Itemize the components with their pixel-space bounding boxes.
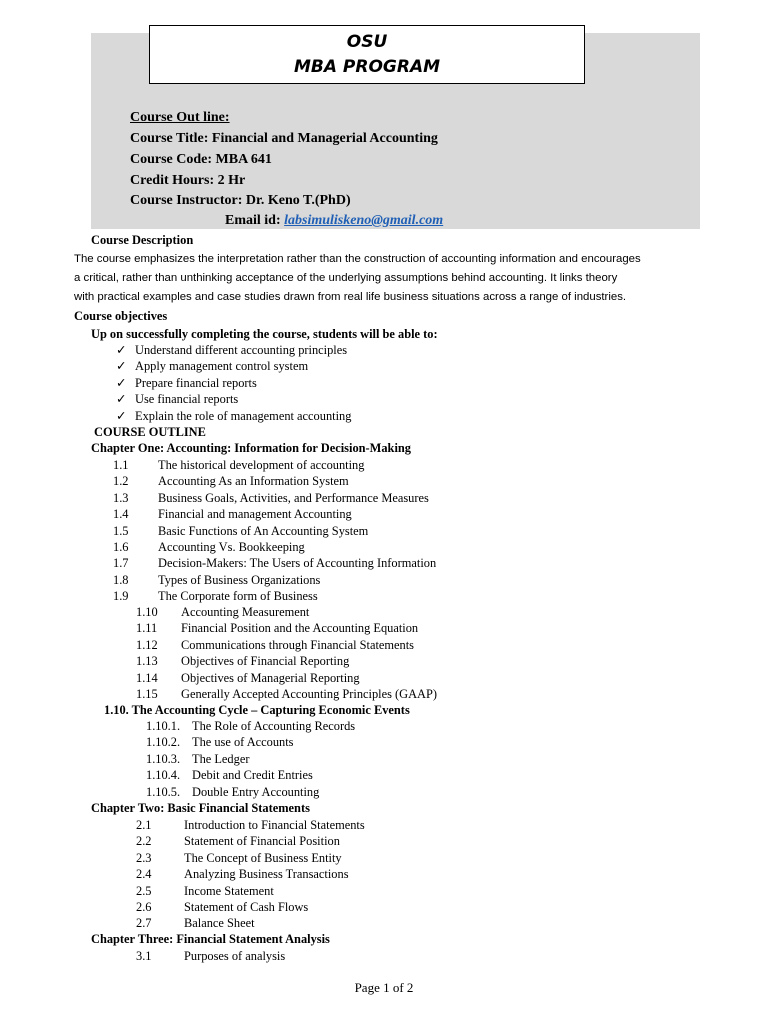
outline-item <box>136 949 285 964</box>
outline-item <box>146 719 355 734</box>
outline-item <box>113 507 352 522</box>
page-number: Page 1 of 2 <box>354 980 414 995</box>
outline-item <box>146 785 319 800</box>
checkmark-icon: ✓ <box>116 359 127 373</box>
accounting-cycle-heading: 1.10. The Accounting Cycle – Capturing Economic Events <box>104 703 410 717</box>
outline-label: Course Out line: <box>130 110 230 125</box>
outline-item <box>113 540 305 555</box>
outline-item <box>146 752 249 767</box>
outline-item-text: Decision-Makers: The Users of Accounting Information <box>158 556 437 571</box>
outline-item-number: 1.10 <box>136 605 158 619</box>
outline-item-number: 1.2 <box>113 474 129 489</box>
outline-item-text: Double Entry Accounting <box>192 784 320 799</box>
objective-item <box>116 376 257 391</box>
outline-item-text: Business Goals, Activities, and Performance Measures <box>158 490 429 505</box>
credit-hours: Credit Hours: 2 Hr <box>130 173 246 188</box>
checkmark-icon: ✓ <box>116 409 127 423</box>
outline-item-text: The Role of Accounting Records <box>192 719 356 733</box>
checkmark-icon: ✓ <box>116 392 127 406</box>
checkmark-icon: ✓ <box>116 343 127 357</box>
outline-item-text: Objectives of Managerial Reporting <box>181 670 360 685</box>
outline-item <box>113 556 436 571</box>
outline-item <box>113 573 320 588</box>
outline-item-number: 1.3 <box>113 490 129 505</box>
outline-item <box>136 621 418 636</box>
outline-item-number: 1.10.4. <box>146 768 181 783</box>
outline-item <box>136 916 255 931</box>
objectives-intro: Up on successfully completing the course, students will be able to: <box>91 327 438 341</box>
objective-item <box>116 359 308 374</box>
outline-item-number: 2.4 <box>136 867 152 882</box>
outline-item-number: 1.12 <box>136 637 158 652</box>
checkmark-icon: ✓ <box>116 376 127 390</box>
outline-item-number: 1.10.3. <box>146 751 181 766</box>
outline-heading: COURSE OUTLINE <box>94 425 206 439</box>
course-code: Course Code: MBA 641 <box>130 152 272 167</box>
outline-item <box>113 474 349 489</box>
outline-item-number: 1.8 <box>113 572 129 587</box>
outline-item-number: 1.10.2. <box>146 735 181 750</box>
outline-item-number: 1.15 <box>136 687 158 701</box>
outline-item <box>136 834 340 849</box>
outline-item-number: 2.6 <box>136 900 152 914</box>
objective-item <box>116 343 347 358</box>
outline-item <box>136 884 274 899</box>
outline-item-text: Accounting Vs. Bookkeeping <box>158 540 305 554</box>
email-label: Email id: <box>225 213 285 228</box>
outline-item-number: 1.6 <box>113 540 129 554</box>
outline-item-number: 2.1 <box>136 818 152 832</box>
outline-item <box>136 687 437 702</box>
outline-item-text: Financial Position and the Accounting Equation <box>181 621 419 636</box>
outline-item-text: Communications through Financial Statements <box>181 637 414 652</box>
outline-item-number: 1.10.5. <box>146 784 181 799</box>
outline-item-text: Debit and Credit Entries <box>192 768 313 783</box>
outline-item-text: Types of Business Organizations <box>158 572 321 587</box>
outline-item <box>113 491 429 506</box>
course-title: Course Title: Financial and Managerial Accounting <box>130 131 438 146</box>
outline-item-text: The Corporate form of Business <box>158 589 318 604</box>
chapter-three-title: Chapter Three: Financial Statement Analysis <box>91 932 330 946</box>
chapter-two-title: Chapter Two: Basic Financial Statements <box>91 801 310 815</box>
outline-item-text: Financial and management Accounting <box>158 507 352 522</box>
objectives-heading: Course objectives <box>74 309 168 323</box>
objective-text: Explain the role of management accounting <box>135 409 352 423</box>
outline-item <box>136 671 360 686</box>
program-name: MBA PROGRAM <box>293 57 441 77</box>
outline-item <box>136 605 309 620</box>
outline-item-text: Statement of Financial Position <box>184 834 340 849</box>
outline-item <box>113 458 364 473</box>
outline-item <box>113 589 318 604</box>
email-line <box>225 213 443 229</box>
outline-item-number: 1.7 <box>113 556 129 571</box>
outline-item-text: The Ledger <box>192 751 250 766</box>
outline-item-text: The use of Accounts <box>192 735 294 750</box>
outline-item-text: Basic Functions of An Accounting System <box>158 523 369 538</box>
description-line: with practical examples and case studies drawn from real life business situations across a range of industries. <box>74 291 627 303</box>
outline-item-number: 2.2 <box>136 834 152 849</box>
outline-item-number: 3.1 <box>136 949 152 963</box>
outline-item-text: Income Statement <box>184 883 274 898</box>
outline-item-number: 1.9 <box>113 589 129 604</box>
outline-item-text: Purposes of analysis <box>184 949 286 963</box>
outline-item-text: The historical development of accounting <box>158 458 365 472</box>
outline-item-number: 2.5 <box>136 883 152 898</box>
outline-item-number: 1.11 <box>136 621 158 636</box>
outline-item-number: 1.14 <box>136 670 158 685</box>
outline-item-text: Objectives of Financial Reporting <box>181 654 350 669</box>
outline-item-text: Accounting Measurement <box>181 605 310 619</box>
outline-item-text: Generally Accepted Accounting Principles (GAAP) <box>181 687 438 701</box>
objective-text: Understand different accounting principles <box>135 343 348 357</box>
outline-item <box>113 524 368 539</box>
email-link[interactable]: labsimuliskeno@gmail.com <box>284 213 444 228</box>
outline-item <box>136 818 365 833</box>
outline-item <box>146 768 313 783</box>
outline-item-text: Analyzing Business Transactions <box>184 867 349 882</box>
objective-text: Apply management control system <box>135 359 309 373</box>
outline-item <box>136 900 308 915</box>
outline-item-text: Balance Sheet <box>184 916 255 931</box>
outline-item-number: 2.3 <box>136 850 152 865</box>
outline-item <box>136 867 349 882</box>
outline-item <box>136 654 349 669</box>
outline-item <box>136 638 414 653</box>
description-line: The course emphasizes the interpretation rather than the construction of accounting information and encourages <box>74 253 641 265</box>
description-heading: Course Description <box>91 233 194 247</box>
outline-item <box>146 735 294 750</box>
objective-text: Use financial reports <box>135 392 239 406</box>
institution-name: OSU <box>346 32 388 52</box>
outline-item-number: 1.1 <box>113 458 129 472</box>
objective-item <box>116 392 238 407</box>
outline-item-number: 1.5 <box>113 523 129 538</box>
outline-item-number: 1.10.1. <box>146 719 181 733</box>
outline-item-text: Statement of Cash Flows <box>184 900 309 914</box>
outline-item-number: 1.13 <box>136 654 158 669</box>
outline-item-text: Introduction to Financial Statements <box>184 818 365 832</box>
course-instructor: Course Instructor: Dr. Keno T.(PhD) <box>130 193 351 208</box>
outline-item-text: The Concept of Business Entity <box>184 850 342 865</box>
chapter-one-title: Chapter One: Accounting: Information for Decision-Making <box>91 441 411 455</box>
outline-item-text: Accounting As an Information System <box>158 474 349 489</box>
outline-item-number: 1.4 <box>113 507 129 522</box>
description-line: a critical, rather than unthinking acceptance of the underlying assumptions behind accounting. It links theory <box>74 272 618 284</box>
title-box <box>149 25 585 84</box>
objective-text: Prepare financial reports <box>135 376 257 390</box>
objective-item <box>116 409 351 424</box>
outline-item-number: 2.7 <box>136 916 152 931</box>
outline-item <box>136 851 342 866</box>
